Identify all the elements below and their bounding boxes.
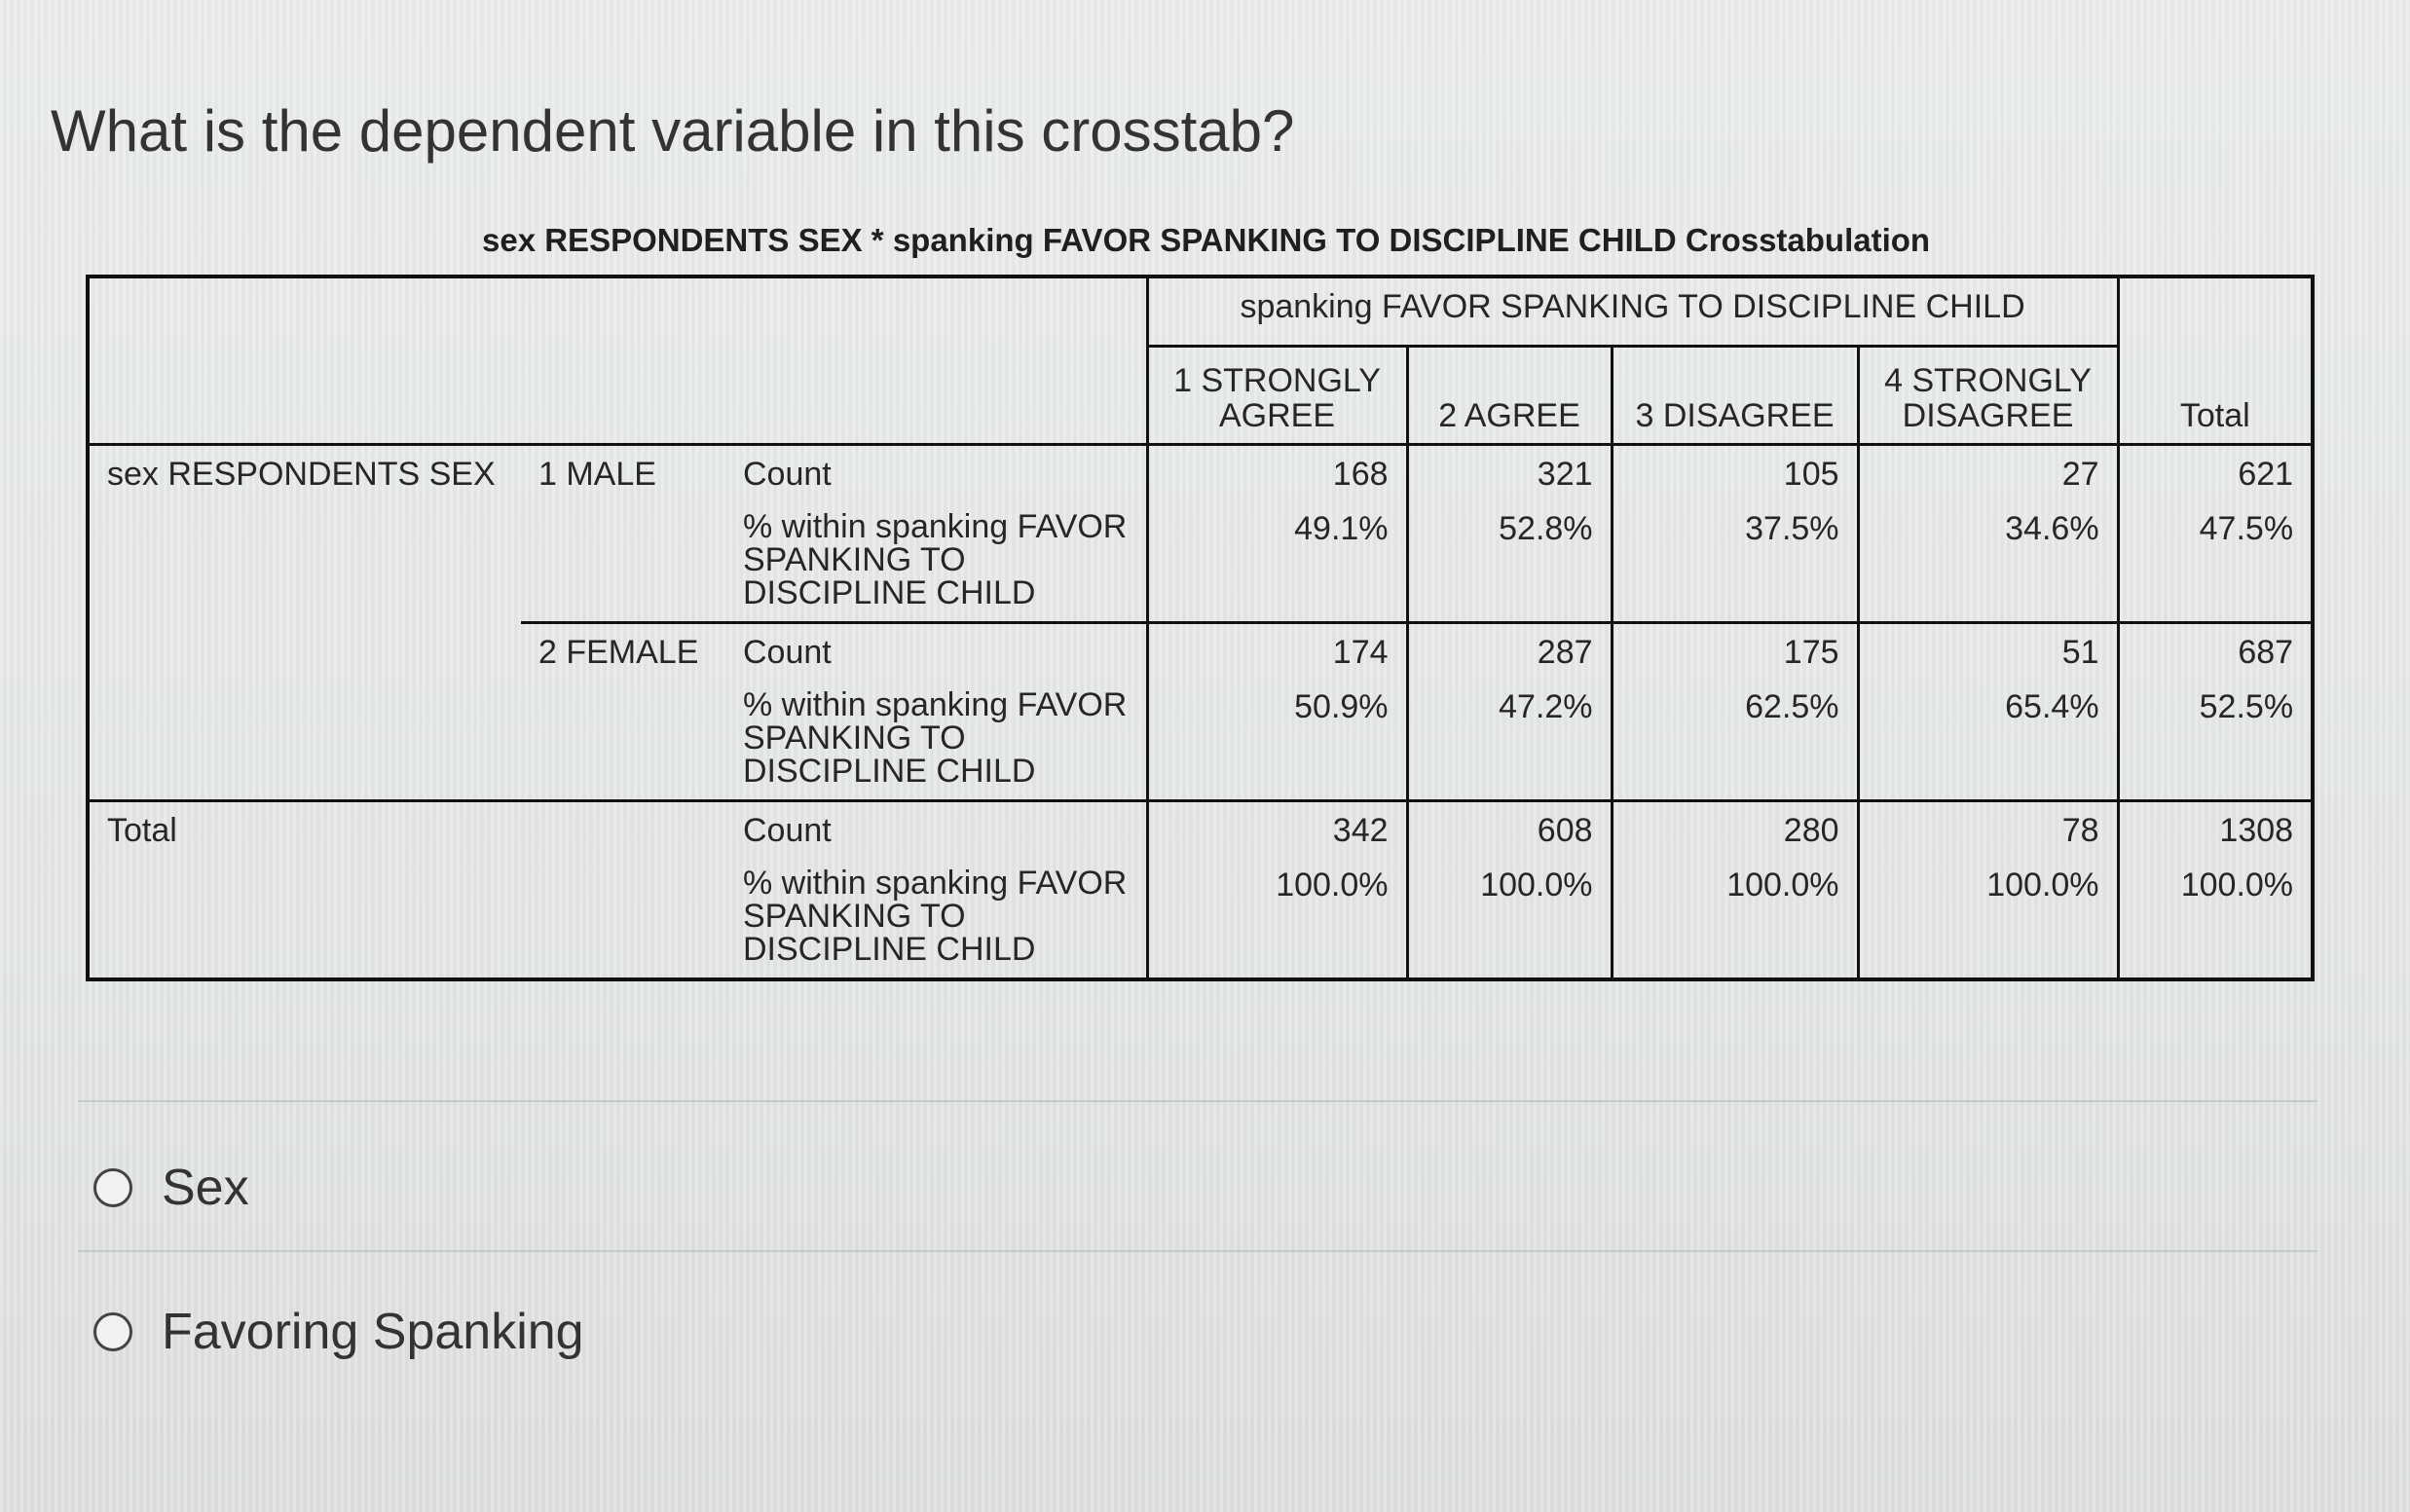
column-group-header: spanking FAVOR SPANKING TO DISCIPLINE CHILD: [1147, 277, 2118, 347]
cell-female-count-strongly-disagree: 51: [1858, 623, 2118, 689]
col-header-total: Total: [2118, 277, 2313, 445]
cell-male-pct-disagree: 37.5%: [1612, 510, 1858, 623]
header-corner: [88, 277, 1147, 445]
cell-male-pct-total: 47.5%: [2118, 510, 2313, 623]
row-label-female: 2 FEMALE: [521, 623, 725, 801]
cell-male-count-strongly-agree: 168: [1147, 445, 1407, 511]
cell-female-count-agree: 287: [1407, 623, 1612, 689]
option-label: Sex: [162, 1160, 249, 1216]
col-header-strongly-agree: 1 STRONGLY AGREE: [1147, 347, 1407, 445]
row-variable-label: sex RESPONDENTS SEX: [107, 456, 496, 493]
cell-male-pct-strongly-disagree: 34.6%: [1858, 510, 2118, 623]
row-label-male: 1 MALE: [538, 456, 656, 493]
cell-female-pct-agree: 47.2%: [1407, 688, 1612, 801]
option-sex[interactable]: [93, 1159, 249, 1217]
cell-male-pct-strongly-agree: 49.1%: [1147, 510, 1407, 623]
cell-total-count-total: 1308: [2118, 801, 2313, 867]
stat-label-pct: % within spanking FAVOR SPANKING TO DISCIPLINE CHILD: [743, 867, 1128, 968]
cell-male-count-strongly-disagree: 27: [1858, 445, 2118, 511]
divider: [78, 1100, 2317, 1102]
cell-total-count-disagree: 280: [1612, 801, 1858, 867]
cell-total-pct-strongly-disagree: 100.0%: [1858, 867, 2118, 979]
radio-button-icon[interactable]: [93, 1312, 132, 1351]
cell-male-pct-agree: 52.8%: [1407, 510, 1612, 623]
cell-female-count-total: 687: [2118, 623, 2313, 689]
stat-label-count: Count: [725, 623, 1147, 689]
stat-label-count: Count: [743, 456, 832, 493]
cell-male-count-agree: 321: [1407, 445, 1612, 511]
cell-total-count-agree: 608: [1407, 801, 1612, 867]
cell-total-pct-total: 100.0%: [2118, 867, 2313, 979]
cell-female-pct-strongly-agree: 50.9%: [1147, 688, 1407, 801]
crosstab-table: [86, 275, 2315, 981]
col-header-agree: 2 AGREE: [1407, 347, 1612, 445]
cell-male-count-disagree: 105: [1612, 445, 1858, 511]
cell-female-count-strongly-agree: 174: [1147, 623, 1407, 689]
stat-label-count: Count: [725, 801, 1147, 867]
cell-female-pct-disagree: 62.5%: [1612, 688, 1858, 801]
row-label-total: Total: [88, 801, 725, 980]
cell-female-count-disagree: 175: [1612, 623, 1858, 689]
option-favoring-spanking[interactable]: [93, 1303, 584, 1361]
radio-button-icon[interactable]: [93, 1168, 132, 1207]
cell-total-pct-strongly-agree: 100.0%: [1147, 867, 1407, 979]
question-text: What is the dependent variable in this crosstab?: [51, 98, 1295, 164]
stat-label-pct: % within spanking FAVOR SPANKING TO DISCIPLINE CHILD: [743, 688, 1128, 790]
cell-total-pct-agree: 100.0%: [1407, 867, 1612, 979]
divider: [78, 1250, 2317, 1252]
crosstab-title: sex RESPONDENTS SEX * spanking FAVOR SPANKING TO DISCIPLINE CHILD Crosstabulation: [482, 222, 1931, 258]
col-header-disagree: 3 DISAGREE: [1612, 347, 1858, 445]
cell-female-pct-total: 52.5%: [2118, 688, 2313, 801]
cell-male-count-total: 621: [2118, 445, 2313, 511]
cell-total-pct-disagree: 100.0%: [1612, 867, 1858, 979]
cell-female-pct-strongly-disagree: 65.4%: [1858, 688, 2118, 801]
cell-total-count-strongly-disagree: 78: [1858, 801, 2118, 867]
stat-label-pct: % within spanking FAVOR SPANKING TO DISCIPLINE CHILD: [743, 510, 1128, 611]
option-label: Favoring Spanking: [162, 1304, 584, 1360]
cell-total-count-strongly-agree: 342: [1147, 801, 1407, 867]
col-header-strongly-disagree: 4 STRONGLY DISAGREE: [1858, 347, 2118, 445]
